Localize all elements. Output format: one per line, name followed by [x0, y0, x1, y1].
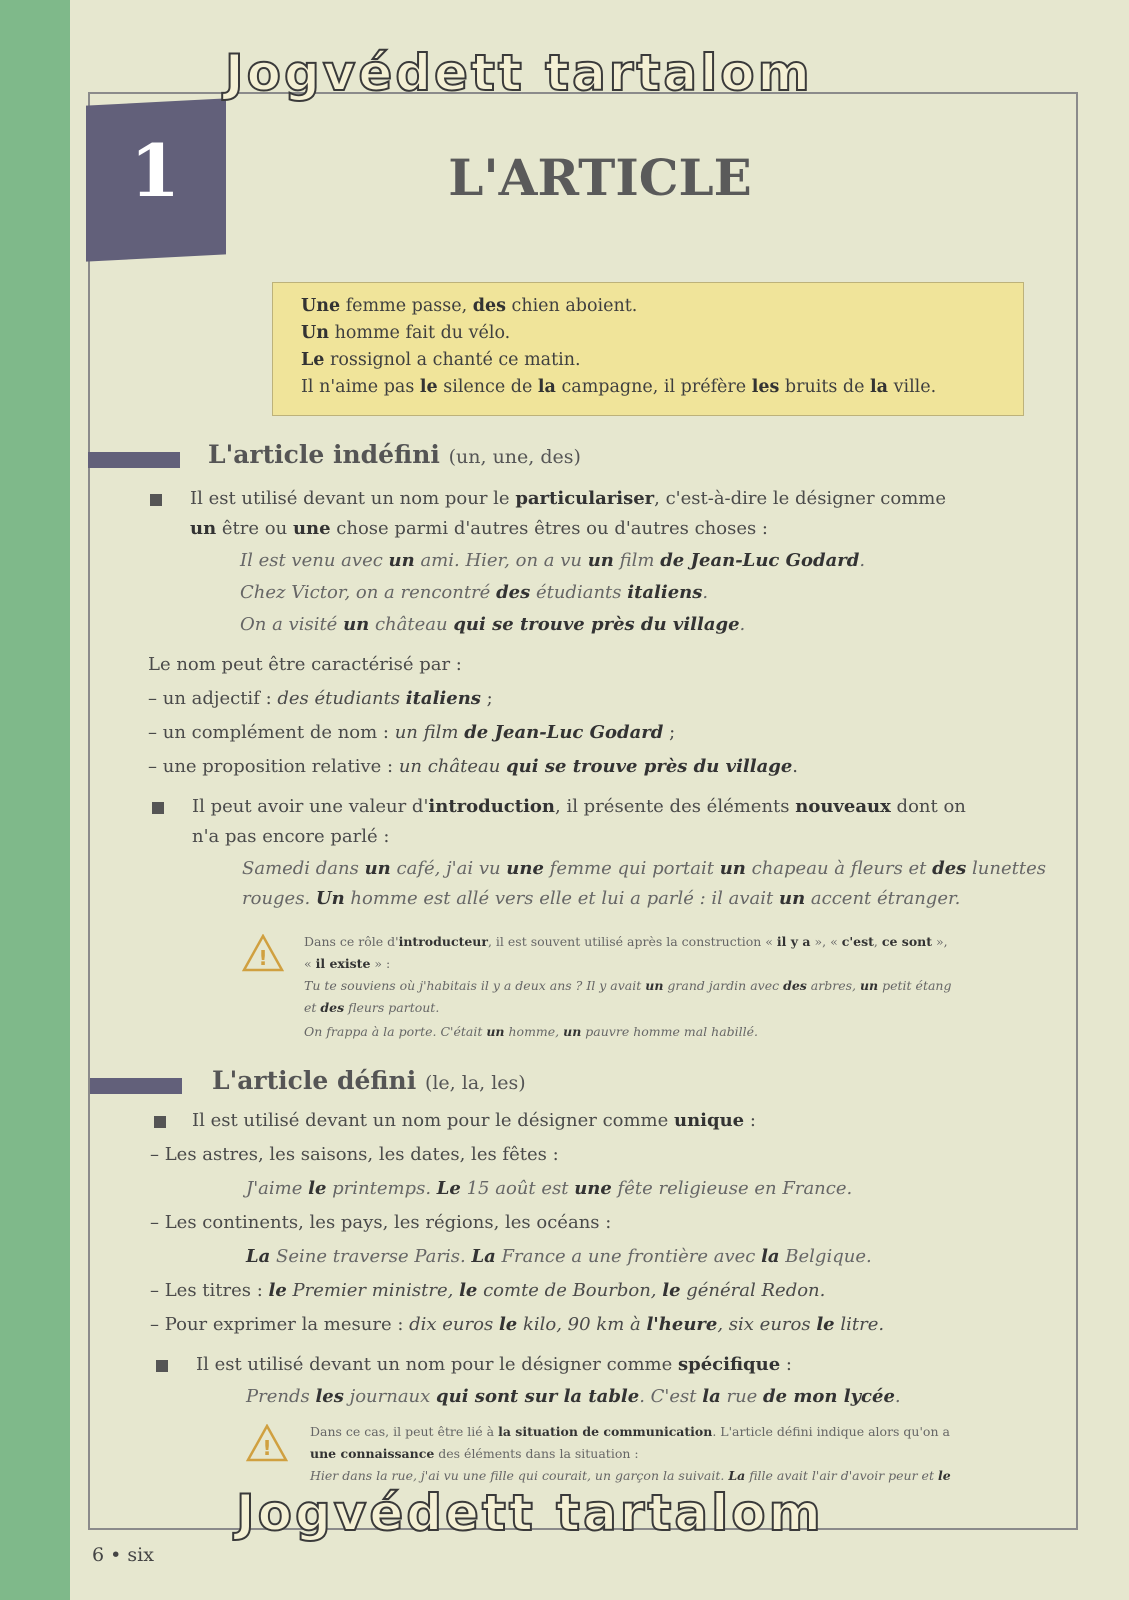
note-line	[304, 956, 390, 971]
text-run: Samedi dans	[242, 858, 365, 879]
text-run: 15 août est	[460, 1178, 575, 1199]
text-run: la	[702, 1386, 721, 1407]
text-line	[196, 1354, 792, 1375]
text-run: des éléments dans la situation :	[434, 1446, 639, 1461]
text-run: .	[739, 614, 746, 635]
text-line	[192, 826, 389, 847]
text-run: de mon lycée	[763, 1386, 895, 1407]
text-run: chose parmi d'autres êtres ou d'autres choses :	[330, 518, 768, 539]
text-run: de Jean-Luc Godard	[660, 550, 860, 571]
text-run: Hier dans la rue, j'ai vu une fille qui courait, un garçon la suivait.	[310, 1468, 729, 1483]
text-run: fleurs partout.	[344, 1000, 440, 1015]
section-title-paren: (un, une, des)	[448, 446, 581, 468]
text-run: italiens	[627, 582, 703, 603]
section-bar-indefinite	[88, 452, 180, 468]
text-run: , six euros	[717, 1314, 817, 1335]
text-run: des	[783, 978, 807, 993]
text-line	[150, 1144, 559, 1165]
svg-text:!: !	[262, 1436, 272, 1460]
text-run: campagne, il préfère	[555, 377, 752, 397]
text-run: ce sont	[881, 934, 933, 949]
text-run: le	[937, 1468, 951, 1483]
bullet-square	[150, 494, 162, 506]
text-run: introducteur	[398, 934, 488, 949]
text-run: l'heure	[646, 1314, 718, 1335]
text-run: un	[486, 1024, 505, 1039]
text-run: rossignol a chanté ce matin.	[324, 350, 581, 370]
page-number: 6 • six	[92, 1544, 154, 1566]
text-run: – Pour exprimer la mesure :	[150, 1314, 410, 1335]
example-sentence	[301, 347, 995, 374]
text-run: général Redon.	[680, 1280, 826, 1301]
text-run: le	[459, 1280, 478, 1301]
text-run: un	[859, 978, 879, 993]
text-run: litre.	[834, 1314, 885, 1335]
text-run: le	[419, 377, 438, 397]
text-run: – un adjectif :	[148, 688, 278, 709]
text-run: qui se trouve près du village	[506, 756, 793, 777]
text-line	[150, 1280, 825, 1301]
text-run: une connaissance	[310, 1446, 435, 1461]
text-run: , il est souvent utilisé après la construction «	[487, 934, 777, 949]
text-run: Un	[301, 323, 329, 343]
text-run: lunettes	[966, 858, 1046, 879]
text-run: particulariser	[515, 488, 655, 509]
example-line	[242, 888, 960, 909]
text-run: On a visité	[240, 614, 344, 635]
note-line	[310, 1468, 951, 1483]
text-run: Le nom peut être caractérisé par :	[148, 654, 462, 675]
text-run: chien aboient.	[505, 296, 638, 316]
section-title-indefinite	[208, 440, 581, 469]
green-margin-strip	[0, 0, 70, 1600]
text-run: Belgique.	[779, 1246, 872, 1267]
text-run: des	[932, 858, 967, 879]
watermark-bottom: Jogvédett tartalom	[236, 1484, 824, 1542]
section-title-definite	[212, 1066, 526, 1095]
text-run: un film	[394, 722, 465, 743]
example-line	[240, 614, 745, 635]
text-run: bruits de	[779, 377, 871, 397]
text-run: introduction	[428, 796, 555, 817]
text-run: italiens	[405, 688, 481, 709]
text-run: La	[728, 1468, 746, 1483]
section-bar-definite	[90, 1078, 182, 1094]
text-run: accent étranger.	[805, 888, 961, 909]
text-run: spécifique	[678, 1354, 781, 1375]
text-run: dix euros	[409, 1314, 499, 1335]
text-run: unique	[674, 1110, 745, 1131]
text-line	[192, 1110, 756, 1131]
text-run: France a une frontière avec	[495, 1246, 762, 1267]
text-run: Il est utilisé devant un nom pour le désigner comme	[196, 1354, 678, 1375]
text-run: comte de Bourbon,	[477, 1280, 663, 1301]
text-run: Le	[436, 1178, 461, 1199]
text-run: film	[613, 550, 661, 571]
text-run: ;	[480, 688, 493, 709]
text-run: pauvre homme mal habillé.	[581, 1024, 759, 1039]
text-run: un	[190, 518, 217, 539]
text-run: le	[308, 1178, 327, 1199]
text-run: – un complément de nom :	[148, 722, 395, 743]
text-run: J'aime	[246, 1178, 309, 1199]
text-run: », «	[810, 934, 842, 949]
text-run: le	[268, 1280, 287, 1301]
text-run: ville.	[888, 377, 937, 397]
text-run: :	[744, 1110, 756, 1131]
text-run: la	[870, 377, 889, 397]
note-line	[304, 934, 948, 949]
text-run: il y a	[776, 934, 811, 949]
bullet-square	[152, 802, 164, 814]
text-run: un	[343, 614, 370, 635]
text-run: dont on	[890, 796, 966, 817]
text-run: Dans ce rôle d'	[304, 934, 399, 949]
text-run: journaux	[343, 1386, 437, 1407]
text-run: Prends	[246, 1386, 316, 1407]
text-run: des étudiants	[277, 688, 406, 709]
note-line	[304, 1000, 439, 1015]
text-line	[148, 654, 462, 675]
text-run: – une proposition relative :	[148, 756, 399, 777]
text-run: Le	[301, 350, 325, 370]
text-run: une	[292, 518, 331, 539]
text-run: les	[751, 377, 780, 397]
text-run: un	[563, 1024, 582, 1039]
section-title-paren: (le, la, les)	[424, 1072, 526, 1094]
text-run: Il peut avoir une valeur d'	[192, 796, 429, 817]
text-run: La	[471, 1246, 496, 1267]
text-run: un	[645, 978, 664, 993]
example-line	[246, 1178, 852, 1199]
text-run: de Jean-Luc Godard	[464, 722, 664, 743]
text-run: .	[702, 582, 709, 603]
text-line	[148, 756, 798, 777]
text-run: – Les astres, les saisons, les dates, les fêtes :	[150, 1144, 559, 1165]
text-run: »,	[932, 934, 948, 949]
text-run: Une	[301, 296, 341, 316]
text-run: :	[780, 1354, 792, 1375]
text-run: petit étang	[878, 978, 952, 993]
example-line	[246, 1386, 901, 1407]
text-run: un	[364, 858, 391, 879]
text-run: , c'est-à-dire le désigner comme	[654, 488, 946, 509]
text-run: . C'est	[639, 1386, 703, 1407]
text-run: un	[587, 550, 614, 571]
warning-icon	[242, 934, 284, 972]
text-run: homme fait du vélo.	[329, 323, 511, 343]
text-run: On frappa à la porte. C'était	[304, 1024, 487, 1039]
text-run: femme qui portait	[543, 858, 720, 879]
intro-example-box	[272, 282, 1024, 416]
svg-text:!: !	[258, 946, 268, 970]
text-run: » :	[370, 956, 391, 971]
text-run: femme passe,	[340, 296, 473, 316]
text-run: Il est venu avec	[240, 550, 389, 571]
section-title-text: L'article défini	[212, 1066, 417, 1095]
text-run: la	[761, 1246, 780, 1267]
text-run: printemps.	[326, 1178, 437, 1199]
text-line	[148, 688, 493, 709]
text-run: c'est	[841, 934, 874, 949]
text-run: Il est utilisé devant un nom pour le	[190, 488, 516, 509]
text-run: ;	[663, 722, 676, 743]
text-run: qui sont sur la table	[436, 1386, 640, 1407]
text-run: des	[472, 296, 506, 316]
note-line	[310, 1424, 950, 1439]
text-run: Seine traverse Paris.	[270, 1246, 472, 1267]
bullet-square	[154, 1116, 166, 1128]
text-run: Chez Victor, on a rencontré	[240, 582, 497, 603]
text-run: château	[369, 614, 454, 635]
text-line	[190, 518, 768, 539]
warning-icon	[246, 1424, 288, 1462]
text-run: fille avait l'air d'avoir peur et	[745, 1468, 938, 1483]
text-run: la situation de communication	[498, 1424, 713, 1439]
text-run: Il est utilisé devant un nom pour le désigner comme	[192, 1110, 674, 1131]
example-sentence	[301, 320, 995, 347]
text-run: les	[315, 1386, 344, 1407]
bullet-square	[156, 1360, 168, 1372]
text-run: le	[816, 1314, 835, 1335]
note-line	[304, 978, 951, 993]
text-run: chapeau à fleurs et	[745, 858, 933, 879]
example-sentence	[301, 293, 995, 320]
text-run: il existe	[315, 956, 371, 971]
text-run: une	[506, 858, 544, 879]
text-run: un château	[398, 756, 507, 777]
example-line	[246, 1246, 872, 1267]
watermark-top: Jogvédett tartalom	[225, 44, 813, 102]
text-run: des	[496, 582, 531, 603]
text-run: silence de	[437, 377, 538, 397]
text-run: café, j'ai vu	[390, 858, 507, 879]
text-run: un	[778, 888, 806, 909]
text-run: .	[792, 756, 799, 777]
text-run: ami. Hier, on a vu	[414, 550, 588, 571]
example-line	[240, 582, 708, 603]
text-run: Premier ministre,	[286, 1280, 460, 1301]
text-run: une	[574, 1178, 612, 1199]
text-run: Il n'aime pas	[301, 377, 420, 397]
text-run: grand jardin avec	[663, 978, 784, 993]
note-line	[310, 1446, 639, 1461]
text-run: la	[537, 377, 556, 397]
text-run: homme est allé vers elle et lui a parlé : il avait	[344, 888, 779, 909]
text-run: – Les continents, les pays, les régions, les océans :	[150, 1212, 612, 1233]
chapter-number: 1	[129, 128, 181, 213]
example-line	[240, 550, 865, 571]
text-run: fête religieuse en France.	[611, 1178, 853, 1199]
text-run: un	[719, 858, 746, 879]
text-run: un	[388, 550, 415, 571]
text-run: Dans ce cas, il peut être lié à	[310, 1424, 499, 1439]
text-run: ,	[873, 934, 882, 949]
text-run: kilo, 90 km à	[517, 1314, 647, 1335]
text-run: . L'article défini indique alors qu'on a	[712, 1424, 950, 1439]
text-run: rouges.	[242, 888, 316, 909]
text-run: , il présente des éléments	[555, 796, 796, 817]
text-line	[190, 488, 946, 509]
text-run: arbres,	[806, 978, 860, 993]
text-run: n'a pas encore parlé :	[192, 826, 390, 847]
text-run: qui se trouve près du village	[453, 614, 740, 635]
text-run: nouveaux	[795, 796, 891, 817]
text-run: être ou	[216, 518, 293, 539]
text-line	[150, 1314, 884, 1335]
text-run: Tu te souviens où j'habitais il y a deux ans ? Il y avait	[304, 978, 646, 993]
text-run: rue	[720, 1386, 764, 1407]
text-run: et	[304, 1000, 321, 1015]
text-run: .	[859, 550, 866, 571]
text-run: – Les titres :	[150, 1280, 269, 1301]
text-line	[192, 796, 966, 817]
text-run: des	[320, 1000, 345, 1015]
text-run: La	[246, 1246, 271, 1267]
text-run: le	[662, 1280, 681, 1301]
section-title-text: L'article indéfini	[208, 440, 440, 469]
example-sentence	[301, 374, 995, 401]
text-line	[150, 1212, 611, 1233]
text-run: «	[304, 956, 316, 971]
text-line	[148, 722, 675, 743]
text-run: le	[498, 1314, 518, 1335]
text-run: étudiants	[530, 582, 628, 603]
note-line	[304, 1024, 758, 1039]
text-run: .	[894, 1386, 901, 1407]
example-line	[242, 858, 1046, 879]
text-run: homme,	[504, 1024, 564, 1039]
text-run: Un	[315, 888, 345, 909]
chapter-title: L'ARTICLE	[448, 148, 752, 207]
